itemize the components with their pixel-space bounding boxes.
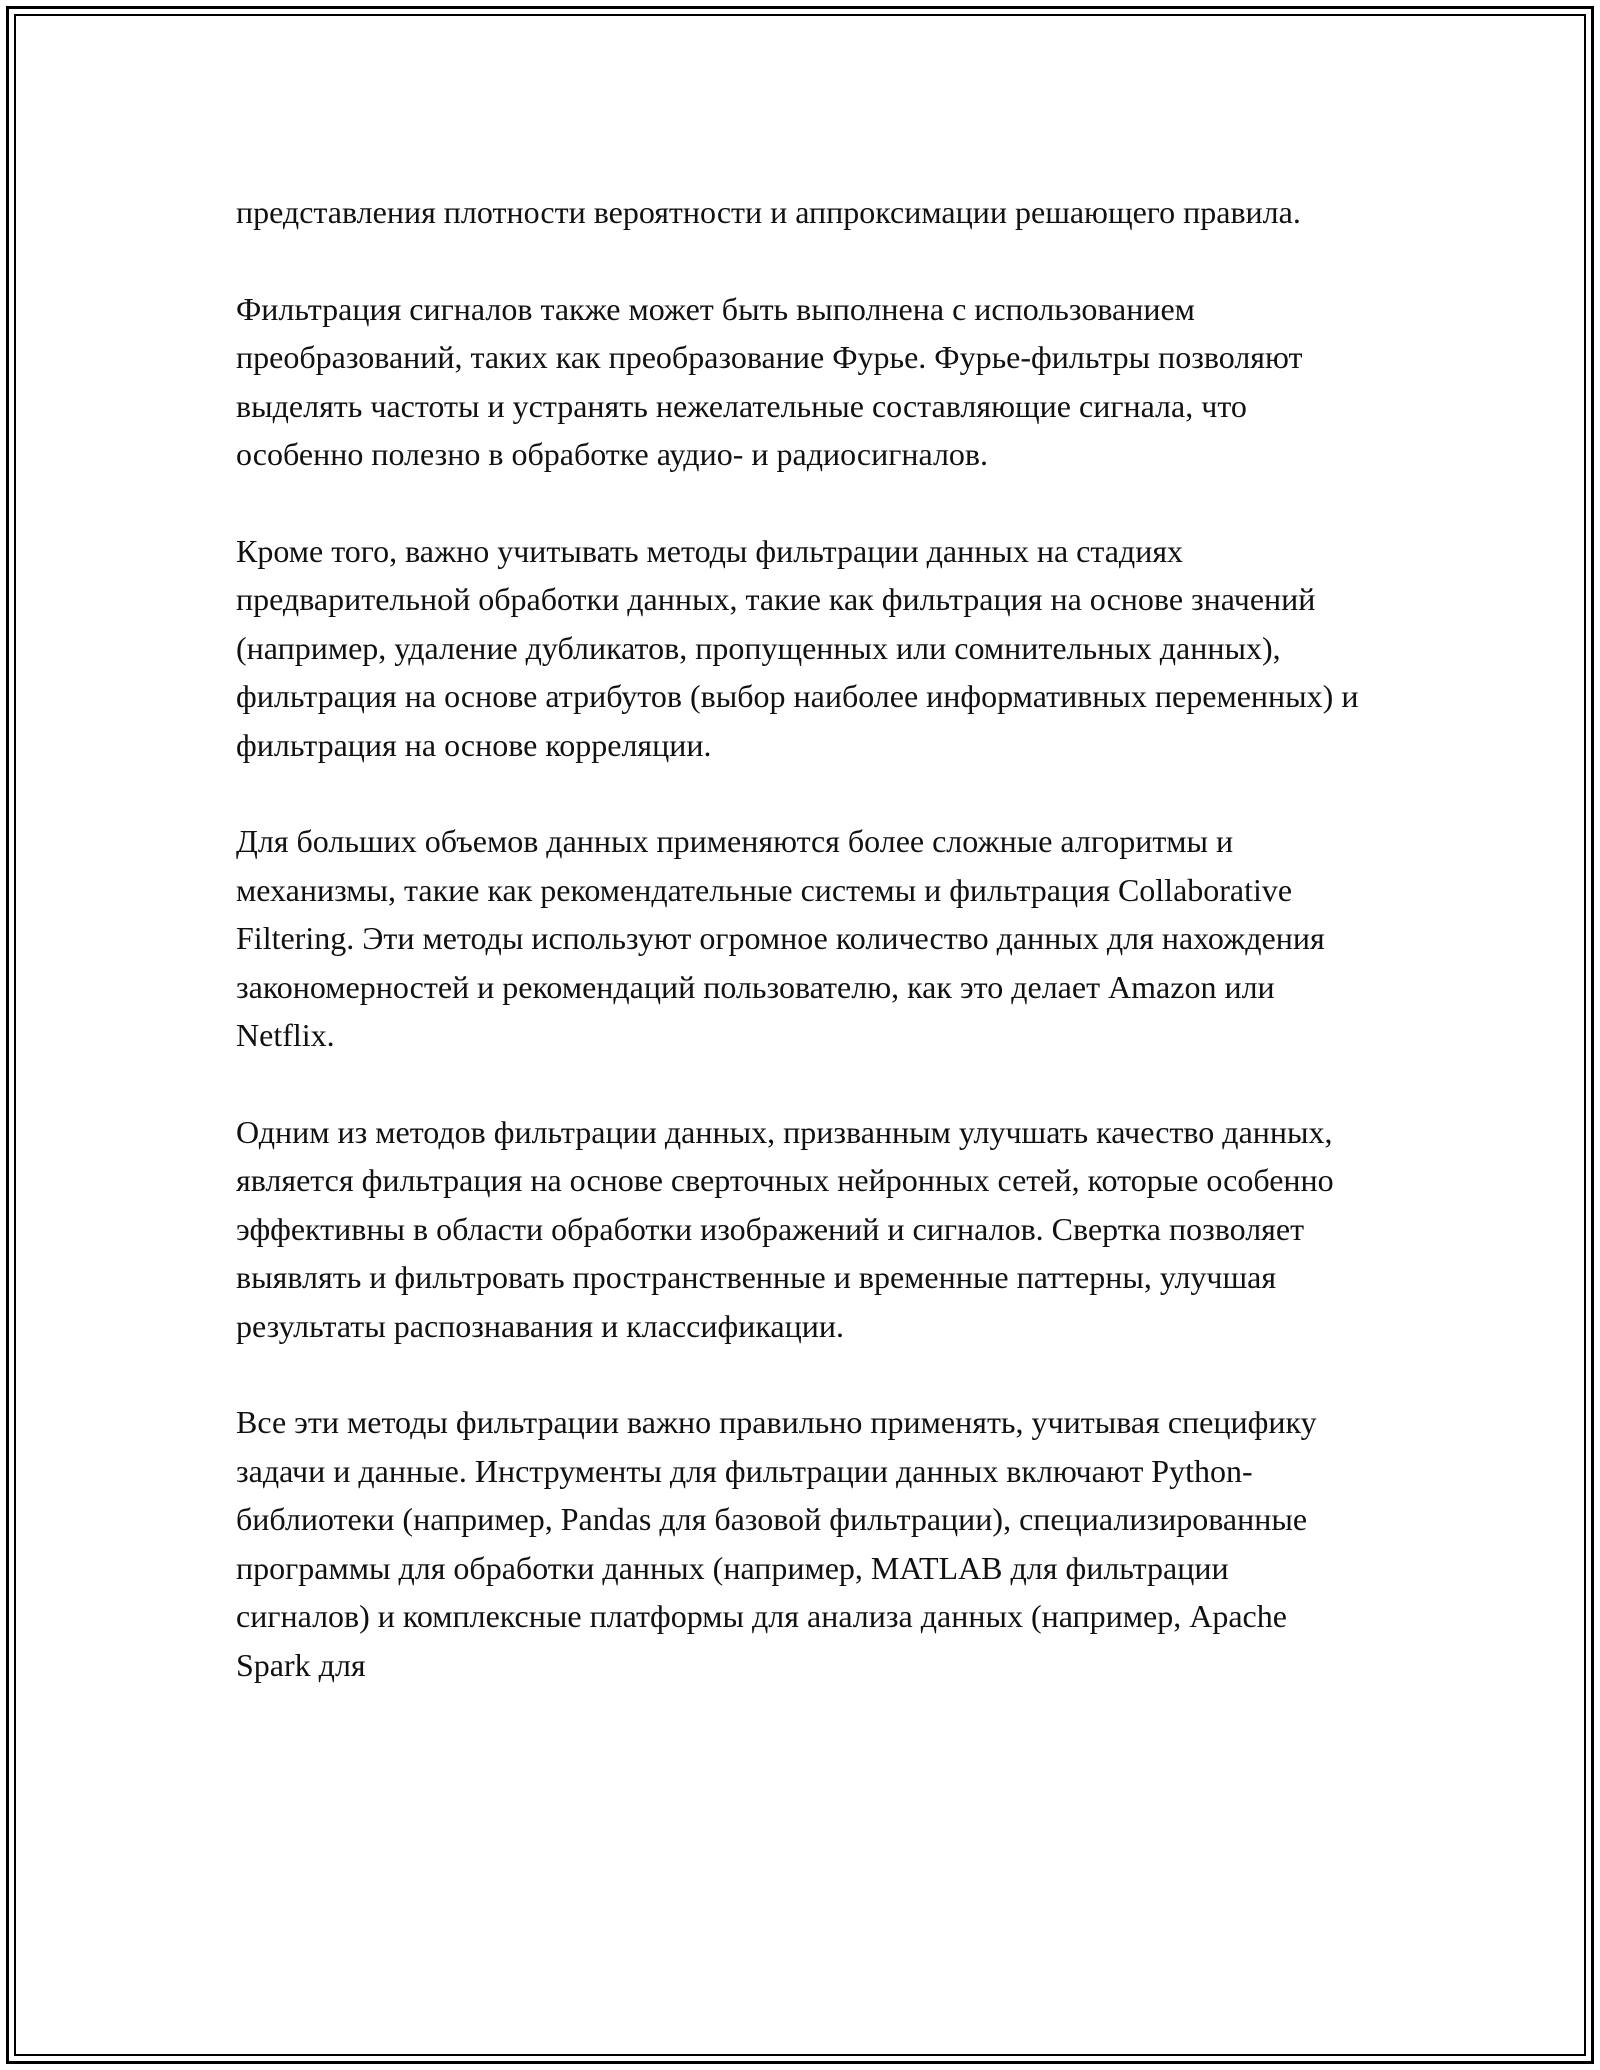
paragraph: представления плотности вероятности и аппроксимации решающего правила.: [236, 194, 1301, 230]
paragraph: Для больших объемов данных применяются более сложные алгоритмы и механизмы, такие как рекомендательные системы и фильтрация Collaborative Filtering. Эти методы используют огромное количество данных для нахождения закономерностей и рекомендаций пользователю, как это делает Amazon или Netflix.: [236, 823, 1325, 1053]
document-body: [236, 188, 1366, 1689]
paragraph: Одним из методов фильтрации данных, призванным улучшать качество данных, является фильтрация на основе сверточных нейронных сетей, которые особенно эффективны в области обработки изображений и сигналов. Свертка позволяет выявлять и фильтровать пространственные и временные паттерны, улучшая результаты распознавания и классификации.: [236, 1113, 1334, 1344]
paragraph: Все эти методы фильтрации важно правильно применять, учитывая специфику задачи и данные. Инструменты для фильтрации данных включают Python-библиотеки (например, Pandas для базовой фильтрации), специализированные программы для обработки данных (например, MATLAB для фильтрации сигналов) и комплексные платформы для анализа данных (например, Apache Spark для: [236, 1404, 1317, 1683]
paragraph: Кроме того, важно учитывать методы фильтрации данных на стадиях предварительной обработки данных, такие как фильтрация на основе значений (например, удаление дубликатов, пропущенных или сомнительных данных), фильтрация на основе атрибутов (выбор наиболее информативных переменных) и фильтрация на основе корреляции.: [236, 532, 1359, 763]
paragraph: Фильтрация сигналов также может быть выполнена с использованием преобразований, таких как преобразование Фурье. Фурье-фильтры позволяют выделять частоты и устранять нежелательные составляющие сигнала, что особенно полезно в обработке аудио- и радиосигналов.: [236, 290, 1303, 472]
